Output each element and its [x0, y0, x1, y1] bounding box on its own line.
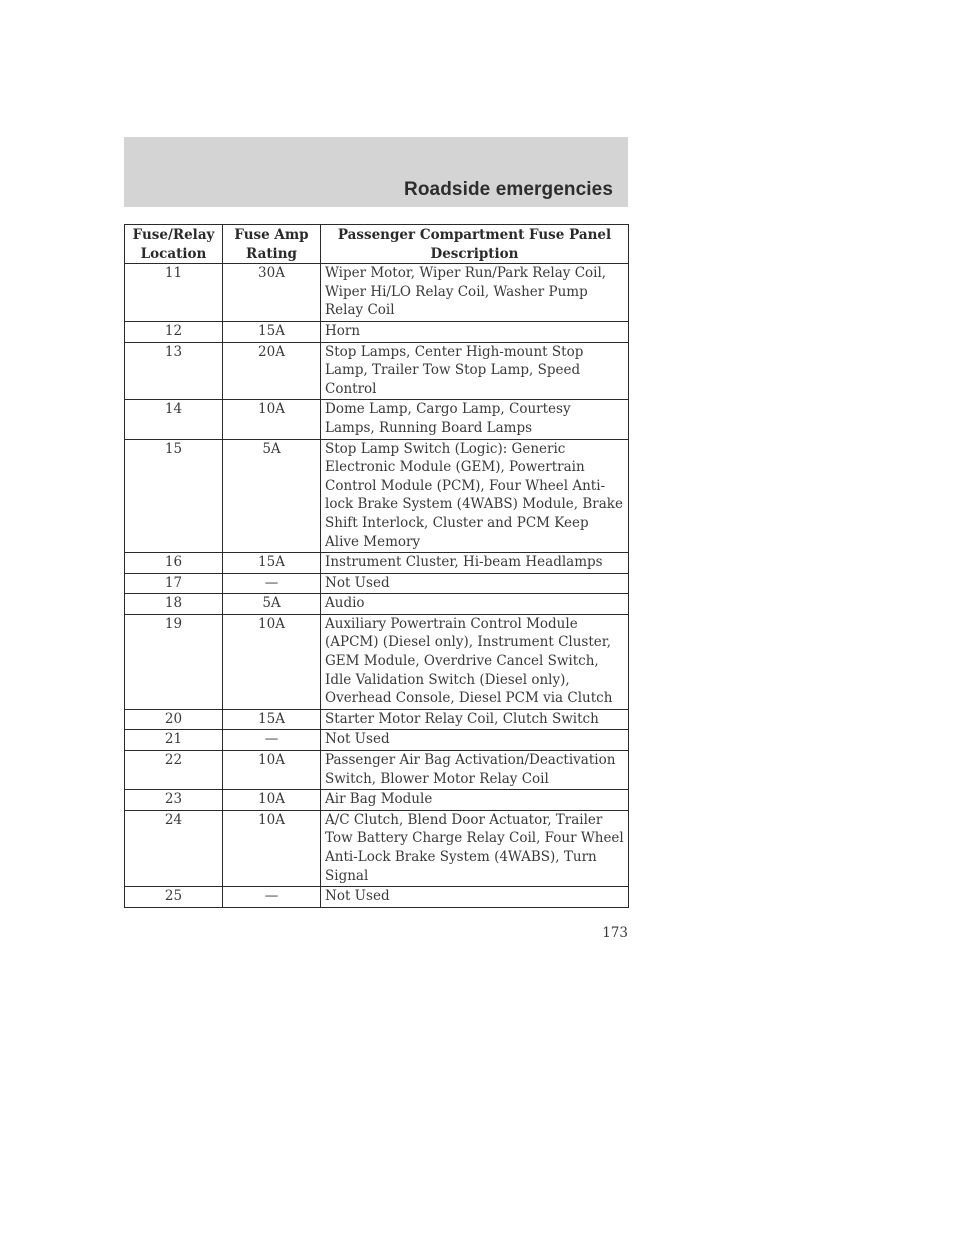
- fuse-location-cell: 21: [125, 730, 223, 751]
- fuse-rating-cell: 15A: [223, 709, 321, 730]
- column-header-line: Rating: [246, 245, 297, 262]
- fuse-rating-cell: 10A: [223, 614, 321, 709]
- column-header-line: Location: [140, 245, 207, 262]
- fuse-description-cell: Not Used: [321, 730, 629, 751]
- fuse-location-cell: 11: [125, 264, 223, 322]
- fuse-location-cell: 22: [125, 751, 223, 790]
- table-row: [125, 594, 629, 615]
- fuse-table: [124, 224, 629, 908]
- fuse-location-cell: 16: [125, 553, 223, 574]
- column-header-line: Description: [430, 245, 519, 262]
- fuse-table-body: [125, 264, 629, 908]
- column-header-line: Passenger Compartment Fuse Panel: [337, 227, 612, 243]
- fuse-location-cell: 25: [125, 887, 223, 908]
- column-header-line: Fuse Amp: [234, 227, 309, 243]
- column-header-rating: [223, 225, 321, 264]
- fuse-rating-cell: 10A: [223, 810, 321, 886]
- fuse-location-cell: 13: [125, 342, 223, 400]
- table-row: [125, 887, 629, 908]
- fuse-rating-cell: 15A: [223, 553, 321, 574]
- fuse-description-cell: Air Bag Module: [321, 790, 629, 811]
- fuse-description-cell: Starter Motor Relay Coil, Clutch Switch: [321, 709, 629, 730]
- fuse-location-cell: 18: [125, 594, 223, 615]
- fuse-location-cell: 12: [125, 321, 223, 342]
- section-title: Roadside emergencies: [404, 179, 613, 200]
- fuse-rating-cell: 30A: [223, 264, 321, 322]
- table-header-row: [125, 225, 629, 264]
- fuse-location-cell: 19: [125, 614, 223, 709]
- fuse-location-cell: 14: [125, 400, 223, 439]
- fuse-rating-cell: —: [223, 730, 321, 751]
- fuse-rating-cell: 5A: [223, 439, 321, 553]
- column-header-description: [321, 225, 629, 264]
- table-row: [125, 751, 629, 790]
- fuse-description-cell: Auxiliary Powertrain Control Module (APCM) (Diesel only), Instrument Cluster, GEM Module, Overdrive Cancel Switch, Idle Validation Switch (Diesel only), Overhead Console, Diesel PCM via Clutch: [321, 614, 629, 709]
- fuse-description-cell: Dome Lamp, Cargo Lamp, Courtesy Lamps, Running Board Lamps: [321, 400, 629, 439]
- table-row: [125, 342, 629, 400]
- table-row: [125, 573, 629, 594]
- fuse-description-cell: Stop Lamp Switch (Logic): Generic Electronic Module (GEM), Powertrain Control Module (PCM), Four Wheel Anti-lock Brake System (4WABS) Module, Brake Shift Interlock, Cluster and PCM Keep Alive Memory: [321, 439, 629, 553]
- fuse-description-cell: Not Used: [321, 887, 629, 908]
- table-row: [125, 810, 629, 886]
- table-row: [125, 709, 629, 730]
- fuse-description-cell: Wiper Motor, Wiper Run/Park Relay Coil, Wiper Hi/LO Relay Coil, Washer Pump Relay Coil: [321, 264, 629, 322]
- fuse-rating-cell: 5A: [223, 594, 321, 615]
- table-row: [125, 614, 629, 709]
- fuse-location-cell: 24: [125, 810, 223, 886]
- fuse-description-cell: Not Used: [321, 573, 629, 594]
- fuse-description-cell: Audio: [321, 594, 629, 615]
- table-row: [125, 790, 629, 811]
- fuse-description-cell: Stop Lamps, Center High-mount Stop Lamp, Trailer Tow Stop Lamp, Speed Control: [321, 342, 629, 400]
- fuse-rating-cell: 10A: [223, 751, 321, 790]
- page-number: 173: [602, 925, 628, 941]
- fuse-description-cell: Passenger Air Bag Activation/Deactivation Switch, Blower Motor Relay Coil: [321, 751, 629, 790]
- fuse-rating-cell: —: [223, 887, 321, 908]
- fuse-description-cell: Horn: [321, 321, 629, 342]
- column-header-location: [125, 225, 223, 264]
- fuse-location-cell: 23: [125, 790, 223, 811]
- fuse-rating-cell: 10A: [223, 790, 321, 811]
- table-row: [125, 730, 629, 751]
- fuse-location-cell: 20: [125, 709, 223, 730]
- table-row: [125, 321, 629, 342]
- column-header-line: Fuse/Relay: [132, 227, 215, 243]
- fuse-rating-cell: 20A: [223, 342, 321, 400]
- table-row: [125, 264, 629, 322]
- table-row: [125, 439, 629, 553]
- fuse-description-cell: A/C Clutch, Blend Door Actuator, Trailer Tow Battery Charge Relay Coil, Four Wheel Anti-Lock Brake System (4WABS), Turn Signal: [321, 810, 629, 886]
- fuse-location-cell: 17: [125, 573, 223, 594]
- fuse-rating-cell: —: [223, 573, 321, 594]
- section-header-band: [124, 137, 628, 207]
- fuse-location-cell: 15: [125, 439, 223, 553]
- table-row: [125, 553, 629, 574]
- table-row: [125, 400, 629, 439]
- fuse-description-cell: Instrument Cluster, Hi-beam Headlamps: [321, 553, 629, 574]
- fuse-rating-cell: 15A: [223, 321, 321, 342]
- fuse-rating-cell: 10A: [223, 400, 321, 439]
